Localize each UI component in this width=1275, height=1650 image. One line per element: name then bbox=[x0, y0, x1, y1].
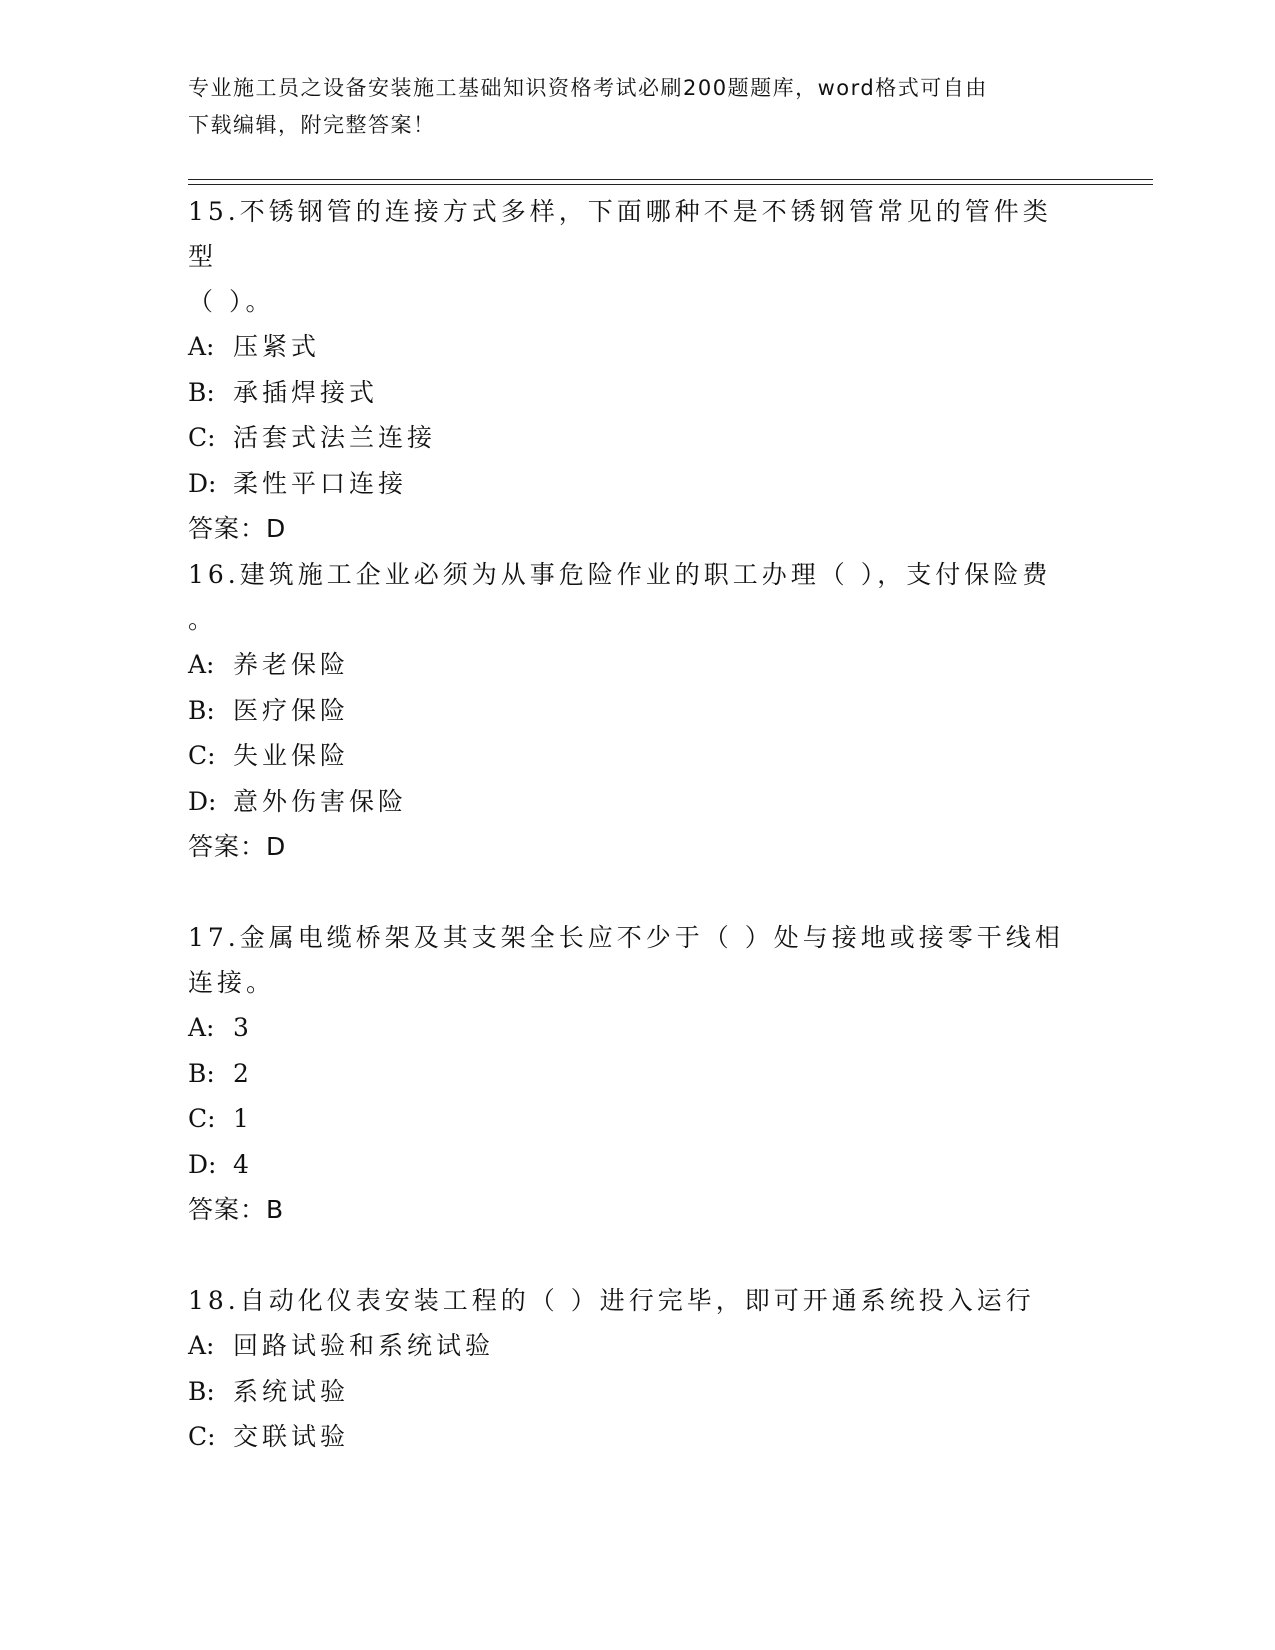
option-b bbox=[188, 370, 1068, 416]
answer-line: 答案：D bbox=[188, 514, 287, 543]
option-text: 医疗保险 bbox=[233, 695, 350, 725]
option-a bbox=[188, 324, 1068, 370]
question-stem-line-2: 连接。 bbox=[188, 968, 276, 997]
option-text: 回路试验和系统试验 bbox=[233, 1331, 495, 1360]
option-text: 压紧式 bbox=[233, 332, 321, 361]
option-c bbox=[188, 415, 1068, 461]
option-d bbox=[188, 1142, 1068, 1188]
option-text: 意外伤害保险 bbox=[233, 786, 408, 816]
option-text: 4 bbox=[233, 1149, 253, 1179]
question-stem-line-1: 16.建筑施工企业必须为从事危险作业的职工办理（ ），支付保险费 bbox=[188, 560, 1052, 589]
option-a bbox=[188, 1005, 1068, 1051]
option-c bbox=[188, 733, 1068, 779]
option-d bbox=[188, 779, 1068, 825]
option-text: 交联试验 bbox=[233, 1422, 350, 1451]
option-b bbox=[188, 688, 1068, 734]
option-text: 承插焊接式 bbox=[233, 377, 379, 407]
question-stem-line-1: 15.不锈钢管的连接方式多样，下面哪种不是不锈钢管常见的管件类型 bbox=[188, 197, 1052, 271]
question-16 bbox=[188, 552, 1068, 869]
question-17 bbox=[188, 915, 1068, 1232]
option-letter: A: bbox=[188, 1331, 215, 1360]
option-letter: D: bbox=[188, 1149, 217, 1179]
answer-line: 答案：D bbox=[188, 832, 287, 861]
option-letter: C: bbox=[188, 1422, 216, 1451]
option-b bbox=[188, 1051, 1068, 1097]
option-letter: A: bbox=[188, 650, 215, 679]
option-letter: C: bbox=[188, 423, 216, 452]
option-a bbox=[188, 642, 1068, 688]
option-text: 失业保险 bbox=[233, 741, 350, 770]
question-stem-line-2: （ ）。 bbox=[188, 287, 275, 316]
option-c bbox=[188, 1414, 1068, 1460]
option-letter: B: bbox=[188, 695, 215, 725]
option-letter: D: bbox=[188, 786, 217, 816]
option-letter: D: bbox=[188, 468, 217, 498]
question-15 bbox=[188, 189, 1068, 551]
option-letter: B: bbox=[188, 377, 215, 407]
option-text: 2 bbox=[233, 1058, 253, 1088]
question-18 bbox=[188, 1278, 1068, 1460]
question-stem-line-1: 17.金属电缆桥架及其支架全长应不少于（ ）处与接地或接零干线相 bbox=[188, 923, 1064, 952]
header-divider-top bbox=[188, 179, 1153, 180]
option-text: 柔性平口连接 bbox=[233, 468, 408, 498]
answer-line: 答案：B bbox=[188, 1195, 285, 1224]
header-line-2: 下载编辑，附完整答案！ bbox=[188, 113, 436, 137]
header-line-1: 专业施工员之设备安装施工基础知识资格考试必刷200题题库，word格式可自由 bbox=[188, 76, 988, 100]
header-divider-bottom bbox=[188, 184, 1153, 185]
option-text: 养老保险 bbox=[233, 650, 350, 679]
option-b bbox=[188, 1369, 1068, 1415]
option-a bbox=[188, 1323, 1068, 1369]
question-stem-line-1: 18.自动化仪表安装工程的（ ）进行完毕，即可开通系统投入运行 bbox=[188, 1286, 1035, 1315]
option-letter: C: bbox=[188, 741, 216, 770]
option-text: 系统试验 bbox=[233, 1376, 350, 1406]
option-c bbox=[188, 1096, 1068, 1142]
option-text: 活套式法兰连接 bbox=[233, 423, 437, 452]
option-letter: B: bbox=[188, 1376, 215, 1406]
option-letter: A: bbox=[188, 1013, 215, 1042]
question-stem-line-2: 。 bbox=[188, 605, 218, 634]
option-letter: B: bbox=[188, 1058, 215, 1088]
document-header bbox=[188, 70, 1068, 144]
option-text: 3 bbox=[233, 1013, 253, 1042]
option-letter: A: bbox=[188, 332, 215, 361]
option-text: 1 bbox=[233, 1104, 253, 1133]
option-letter: C: bbox=[188, 1104, 216, 1133]
option-d bbox=[188, 461, 1068, 507]
